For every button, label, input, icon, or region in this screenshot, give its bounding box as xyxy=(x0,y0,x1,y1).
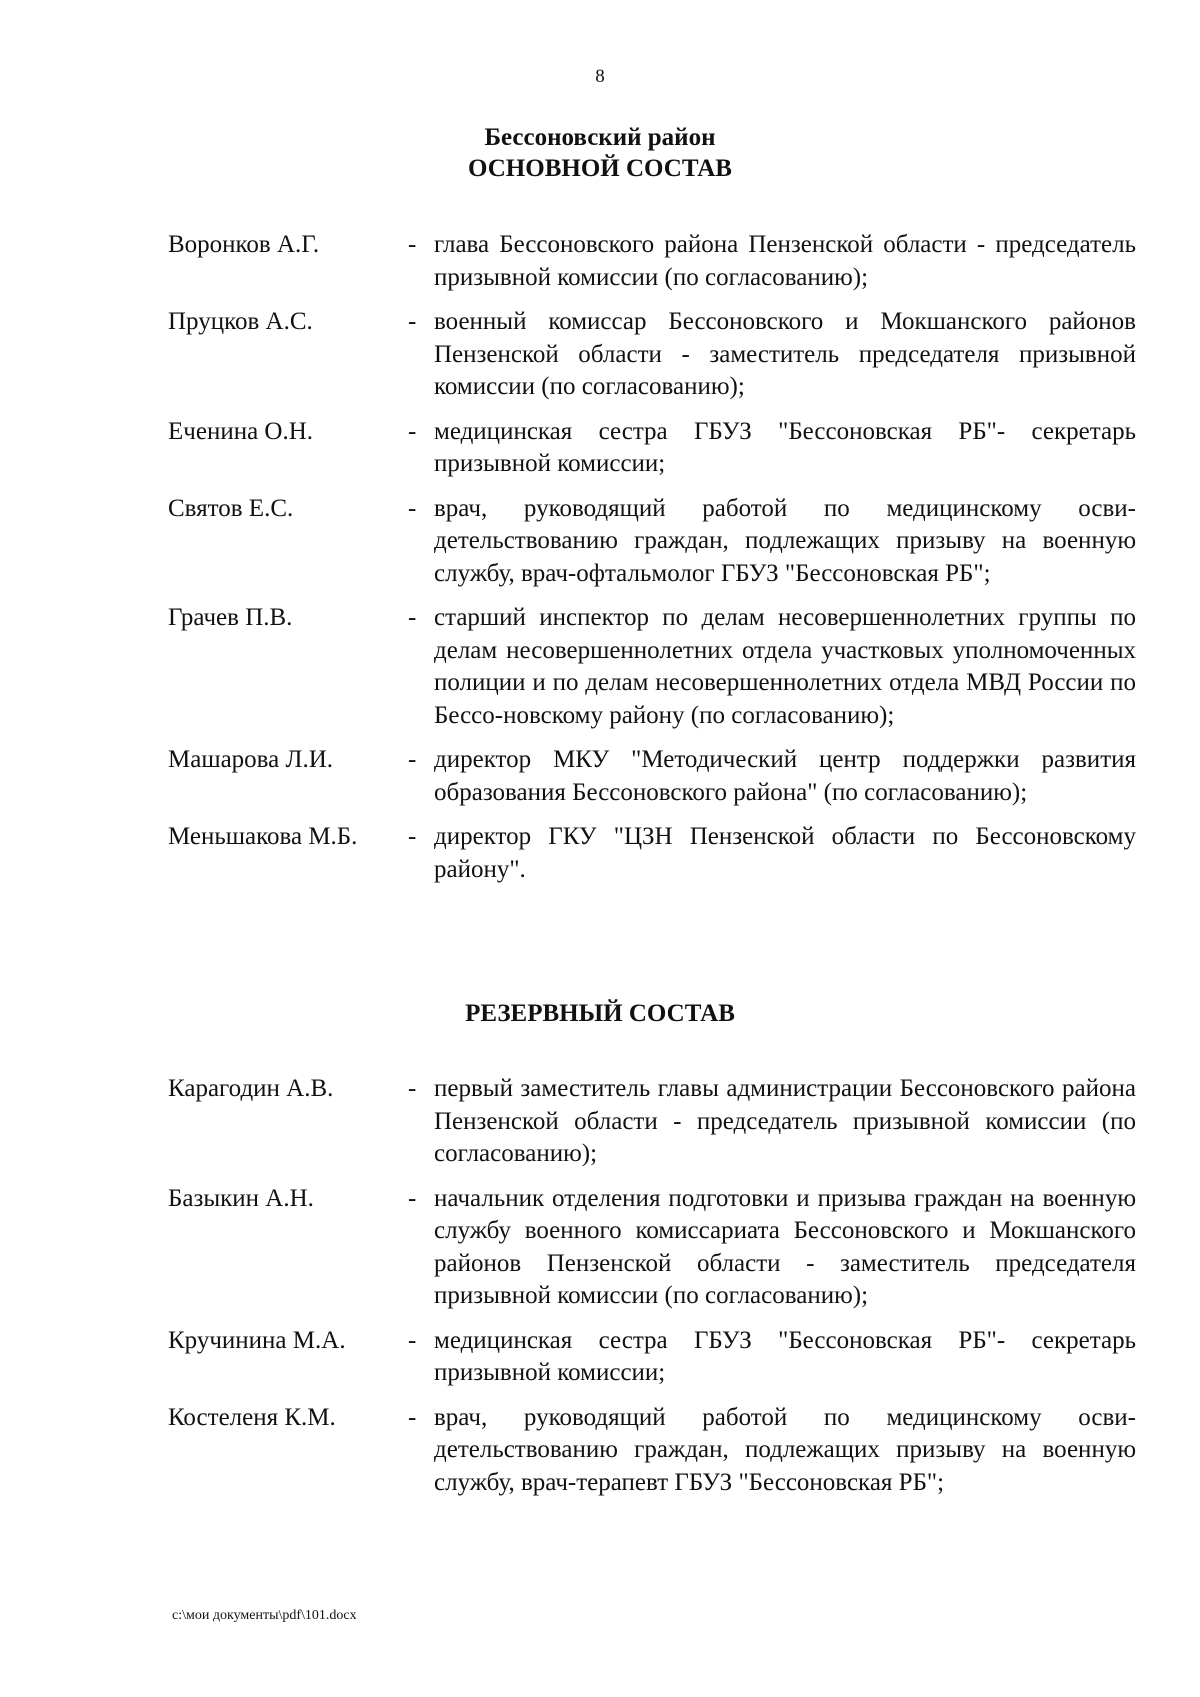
member-dash: - xyxy=(408,604,417,631)
member-name: Кручинина М.А. xyxy=(168,1326,346,1354)
member-name: Меньшакова М.Б. xyxy=(168,823,358,850)
member-row xyxy=(168,1325,1136,1390)
member-row xyxy=(168,229,1136,294)
member-dash: - xyxy=(408,1326,417,1354)
member-name: Базыкин А.Н. xyxy=(168,1184,314,1212)
member-name: Карагодин А.В. xyxy=(168,1075,334,1102)
member-role: глава Бессоновского района Пензенской области - председатель призывной комиссии (по согласованию); xyxy=(434,231,1136,291)
member-dash: - xyxy=(408,1184,417,1212)
member-row xyxy=(168,416,1136,481)
main-section-title: ОСНОВНОЙ СОСТАВ xyxy=(468,155,732,182)
member-dash: - xyxy=(408,494,417,522)
member-role: старший инспектор по делам несовершеннолетних группы по делам несовершеннолетних отдела участковых уполномоченных полиции и по делам несовершеннолетних отдела МВД России по Бессо-новскому району (по согласованию); xyxy=(434,604,1136,729)
footer-file-path: c:\мои документы\pdf\101.docx xyxy=(172,1608,357,1623)
reserve-member-list xyxy=(168,1073,1136,1511)
member-row xyxy=(168,1402,1136,1500)
member-name: Грачев П.В. xyxy=(168,604,293,631)
member-row xyxy=(168,821,1136,886)
member-name: Костеленя К.М. xyxy=(168,1403,336,1431)
district-title: Бессоновский район xyxy=(484,124,716,151)
member-role: медицинская сестра ГБУЗ "Бессоновская РБ"- секретарь призывной комиссии; xyxy=(434,417,1136,477)
member-name: Еченина О.Н. xyxy=(168,417,314,445)
member-role: военный комиссар Бессоновского и Мокшанского районов Пензенской области - заместитель председателя призывной комиссии (по согласованию); xyxy=(434,308,1136,400)
member-dash: - xyxy=(408,1403,417,1431)
member-name: Машарова Л.И. xyxy=(168,746,334,773)
member-dash: - xyxy=(408,231,417,258)
member-row xyxy=(168,744,1136,809)
member-name: Воронков А.Г. xyxy=(168,231,320,258)
member-role: директор МКУ "Методический центр поддержки развития образования Бессоновского района" (по согласованию); xyxy=(434,746,1136,806)
member-role: начальник отделения подготовки и призыва граждан на военную службу военного комиссариата Бессоновского и Мокшанского районов Пензенской области - заместитель председателя призывной комиссии (по согласованию); xyxy=(434,1184,1136,1309)
member-name: Пруцков А.С. xyxy=(168,308,313,335)
member-role: директор ГКУ "ЦЗН Пензенской области по Бессоновскому району". xyxy=(434,823,1136,883)
page-number: 8 xyxy=(595,66,605,87)
member-dash: - xyxy=(408,746,417,773)
member-dash: - xyxy=(408,823,417,850)
member-row xyxy=(168,1073,1136,1171)
member-dash: - xyxy=(408,1075,417,1102)
member-row xyxy=(168,1183,1136,1313)
member-row xyxy=(168,493,1136,591)
member-row xyxy=(168,306,1136,404)
member-role: врач, руководящий работой по медицинскому осви-детельствованию граждан, подлежащих призыву на военную службу, врач-терапевт ГБУЗ "Бессоновская РБ"; xyxy=(434,1403,1136,1496)
member-dash: - xyxy=(408,308,417,335)
member-role: врач, руководящий работой по медицинскому осви-детельствованию граждан, подлежащих призыву на военную службу, врач-офтальмолог ГБУЗ "Бессоновская РБ"; xyxy=(434,494,1136,587)
member-role: медицинская сестра ГБУЗ "Бессоновская РБ"- секретарь призывной комиссии; xyxy=(434,1326,1136,1386)
reserve-section-title: РЕЗЕРВНЫЙ СОСТАВ xyxy=(465,1000,735,1027)
member-role: первый заместитель главы администрации Бессоновского района Пензенской области - председатель призывной комиссии (по согласованию); xyxy=(434,1075,1136,1167)
member-row xyxy=(168,602,1136,732)
member-dash: - xyxy=(408,417,417,445)
main-member-list xyxy=(168,229,1136,898)
member-name: Святов Е.С. xyxy=(168,494,294,522)
